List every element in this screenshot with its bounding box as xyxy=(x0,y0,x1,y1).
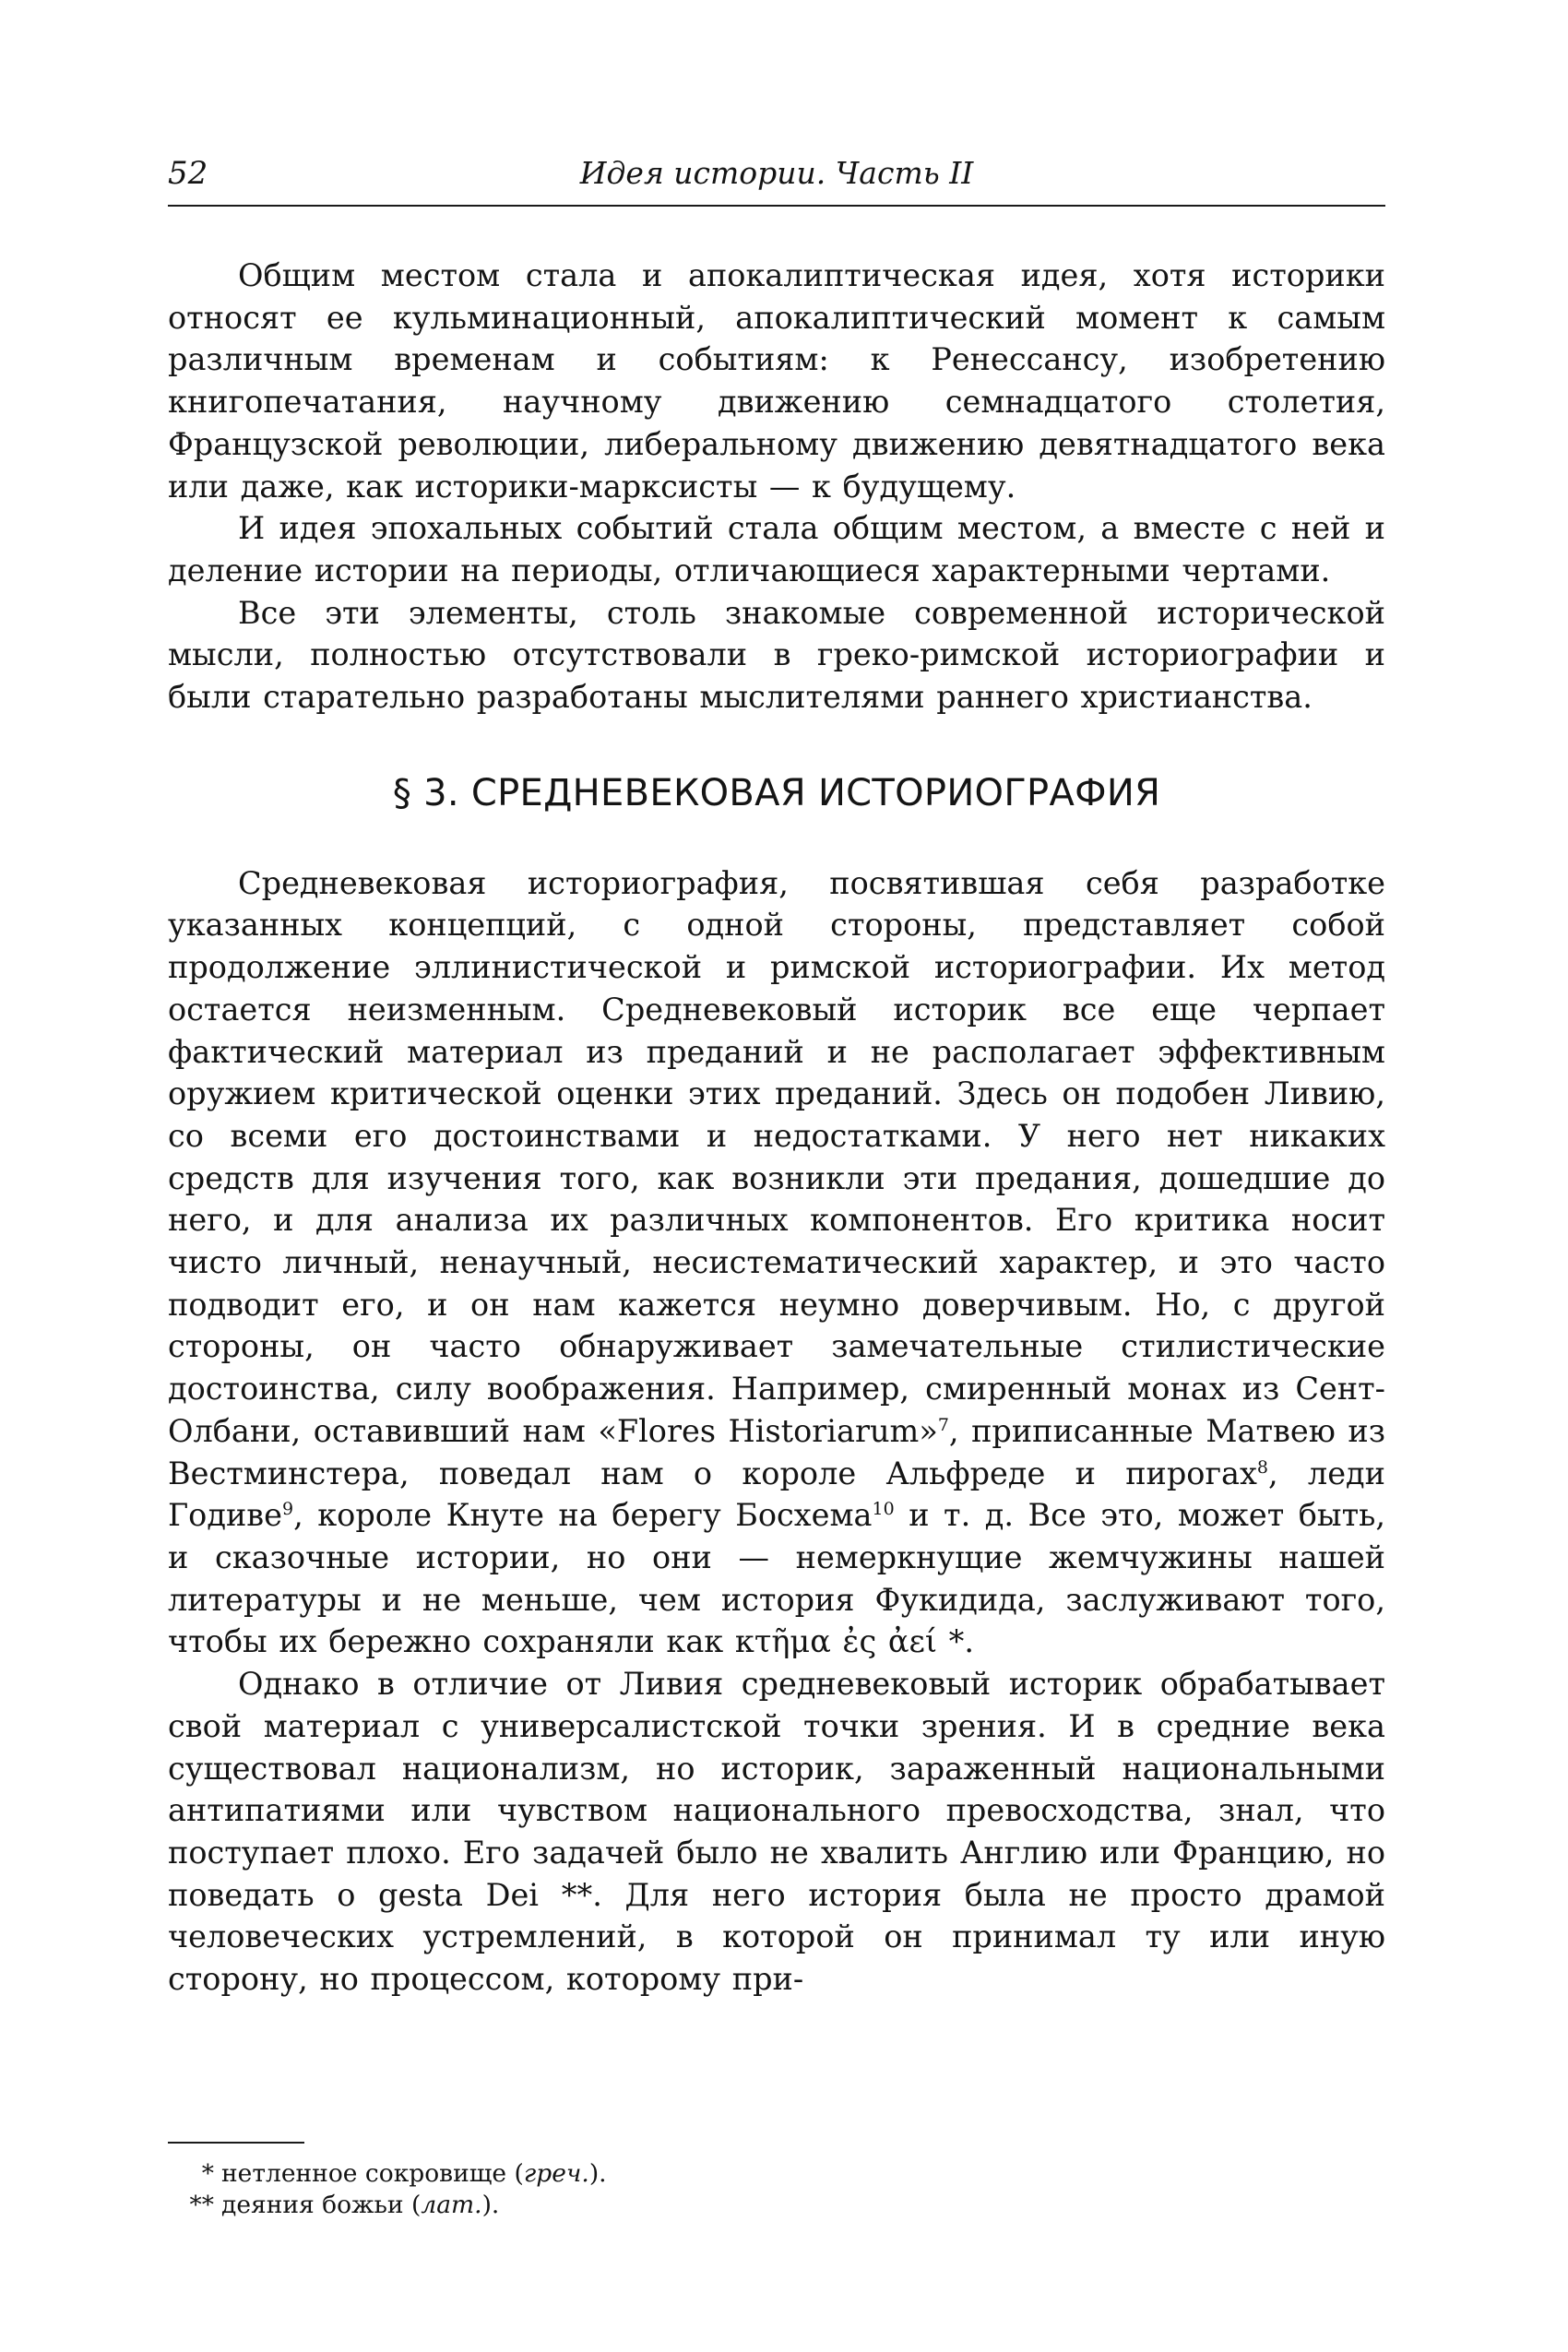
footnote-language: греч. xyxy=(523,2159,589,2188)
footnote-ref: 9 xyxy=(282,1499,294,1520)
section-heading: § 3. СРЕДНЕВЕКОВАЯ ИСТОРИОГРАФИЯ xyxy=(392,771,1161,814)
paragraph-epochal-events: И идея эпохальных событий стала общим местом, а вместе с ней и деление истории на периоды, отличающиеся характерными чертами. xyxy=(168,510,1385,588)
page-header xyxy=(168,149,1385,207)
footnote-2: ** деяния божьи (лат.). xyxy=(168,2190,1182,2221)
text-segment: , леди Годиве xyxy=(168,1455,1385,1534)
text-segment: Средневековая историография, посвятившая себя разработке указанных концепций, с одной стороны, представляет собой продолжение эллинистической и римской историографии. Их метод остается неизменным. Средневековый историк все еще черпает фактический материал из преданий и не располагает эффективным оружием критической оценки этих преданий. Здесь он подобен Ливию, со всеми его достоинствами и недостатками. У него нет никаких средств для изучения того, как возникли эти предания, дошедшие до него, и для анализа их различных компонентов. Его критика носит чисто личный, ненаучный, несистематический характер, и это часто подводит его, и он нам кажется неумно доверчивым. Но, с другой стороны, он часто обнаруживает замечательные стилистические достоинства, силу воображения. Например, смиренный монах из Сент-Олбани, оставивший нам «Flores Historiarum» xyxy=(168,864,1385,1449)
text-segment: , короле Кнуте на берегу Босхема xyxy=(293,1497,873,1534)
footnotes xyxy=(168,2158,1182,2221)
footnote-ref: 8 xyxy=(1256,1456,1268,1478)
page-number: 52 xyxy=(168,155,208,192)
footnote-text: нетленное сокровище xyxy=(221,2159,507,2188)
text-segment: и т. д. Все это, может быть, и сказочные истории, но они — немеркнущие жемчужины нашей литературы и не меньше, чем история Фукидида, заслуживают того, чтобы их бережно сохраняли как κτῆμα ἐς ἀεί *. xyxy=(168,1497,1385,1660)
footnote-mark: * xyxy=(201,2159,214,2188)
paragraph-greco-roman-absence: Все эти элементы, столь знакомые современной исторической мысли, полностью отсутствовали в греко-римской историографии и были старательно разработаны мыслителями раннего христианства. xyxy=(168,594,1385,716)
footnote-language: лат. xyxy=(421,2191,482,2219)
footnote-ref: 10 xyxy=(872,1499,895,1520)
footnote-ref: 7 xyxy=(937,1414,949,1435)
running-title: Идея истории. Часть II xyxy=(579,155,974,191)
paragraph-medieval-historiography xyxy=(168,862,1385,1663)
footnote-1: * нетленное сокровище (греч.). xyxy=(168,2158,1182,2190)
footnote-text: деяния божьи xyxy=(221,2191,404,2219)
page-body xyxy=(168,255,1385,2001)
footnote-mark: ** xyxy=(189,2191,214,2219)
text-segment: , приписанные Матвею из Вестминстера, поведал нам о короле Альфреде и пирогах xyxy=(168,1412,1385,1491)
paragraph-universalist-view: Однако в отличие от Ливия средневековый историк обрабатывает свой материал с универсалистской точки зрения. И в средние века существовал национализм, но историк, зараженный национальными антипатиями или чувством национального превосходства, знал, что поступает плохо. Его задачей было не хвалить Англию или Францию, но поведать о gesta Dei **. Для него история была не просто драмой человеческих устремлений, в которой он принимал ту или иную сторону, но процессом, которому при- xyxy=(168,1666,1385,1998)
paragraph-apocalyptic-idea: Общим местом стала и апокалиптическая идея, хотя историки относят ее кульминационный, апокалиптический момент к самым различным временам и событиям: к Ренессансу, изобретению книгопечатания, научному движению семнадцатого столетия, Французской революции, либеральному движению девятнадцатого века или даже, как историки-марксисты — к будущему. xyxy=(168,257,1385,505)
footnote-divider xyxy=(168,2142,304,2144)
